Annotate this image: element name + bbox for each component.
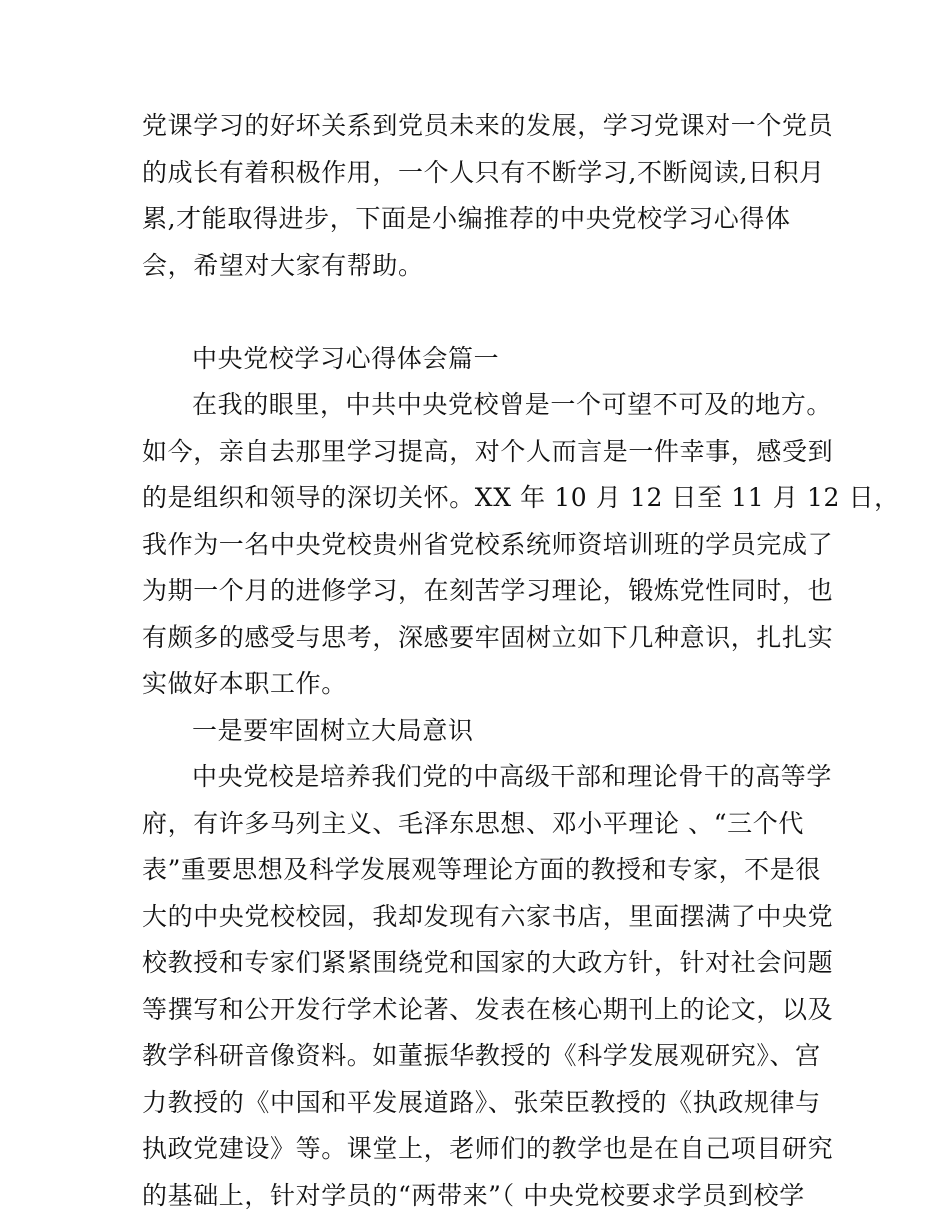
intro-line: 累,才能取得进步，下面是小编推荐的中央党校学习心得体 bbox=[142, 204, 791, 233]
body-paragraph-1 bbox=[142, 382, 900, 708]
paragraph-line: 大的中央党校校园，我却发现有六家书店，里面摆满了中央党 bbox=[142, 901, 834, 931]
document-body bbox=[142, 103, 900, 1219]
intro-line: 党课学习的好坏关系到党员未来的发展，学习党课对一个党员 bbox=[142, 111, 834, 140]
paragraph-line: 实做好本职工作。 bbox=[142, 669, 347, 698]
paragraph-spacer bbox=[142, 289, 812, 336]
paragraph-line: 我作为一名中央党校贵州省党校系统师资培训班的学员完成了 bbox=[142, 529, 834, 559]
section-title-text: 中央党校学习心得体会篇一 bbox=[192, 343, 500, 373]
section-title bbox=[142, 336, 812, 383]
paragraph-line: 力教授的《中国和平发展道路》、张荣臣教授的《执政规律与 bbox=[142, 1087, 821, 1117]
paragraph-line: 的是组织和领导的深切关怀。XX 年 10 月 12 日至 11 月 12 日， bbox=[142, 483, 900, 512]
intro-line: 的成长有着积极作用，一个人只有不断学习,不断阅读,日积月 bbox=[142, 157, 825, 187]
paragraph-line: 表”重要思想及科学发展观等理论方面的教授和专家，不是很 bbox=[142, 855, 821, 884]
paragraph-line: 有颇多的感受与思考，深感要牢固树立如下几种意识，扎扎实 bbox=[142, 622, 834, 652]
subheading-text: 一是要牢固树立大局意识 bbox=[192, 715, 474, 745]
paragraph-line: 的基础上，针对学员的“两带来”（ 中央党校要求学员到校学 bbox=[142, 1180, 805, 1210]
paragraph-line: 中央党校是培养我们党的中高级干部和理论骨干的高等学 bbox=[192, 762, 833, 791]
paragraph-line: 执政党建设》等。课堂上，老师们的教学也是在自己项目研究 bbox=[142, 1134, 834, 1163]
paragraph-line: 府，有许多马列主义、毛泽东思想、邓小平理论 、“三个代 bbox=[142, 808, 804, 838]
paragraph-line: 如今，亲自去那里学习提高，对个人而言是一件幸事，感受到 bbox=[142, 436, 834, 466]
paragraph-line: 为期一个月的进修学习，在刻苦学习理论，锻炼党性同时，也 bbox=[142, 576, 834, 605]
body-paragraph-2 bbox=[142, 754, 834, 1219]
subheading-1 bbox=[142, 708, 812, 755]
paragraph-line: 等撰写和公开发行学术论著、发表在核心期刊上的论文，以及 bbox=[142, 994, 834, 1024]
intro-line: 会，希望对大家有帮助。 bbox=[142, 250, 424, 280]
paragraph-line: 校教授和专家们紧紧围绕党和国家的大政方针，针对社会问题 bbox=[142, 948, 834, 977]
paragraph-line: 在我的眼里，中共中央党校曾是一个可望不可及的地方。 bbox=[192, 390, 833, 419]
intro-paragraph bbox=[142, 103, 834, 289]
paragraph-line: 教学科研音像资料。如董振华教授的《科学发展观研究》、宫 bbox=[142, 1041, 821, 1070]
